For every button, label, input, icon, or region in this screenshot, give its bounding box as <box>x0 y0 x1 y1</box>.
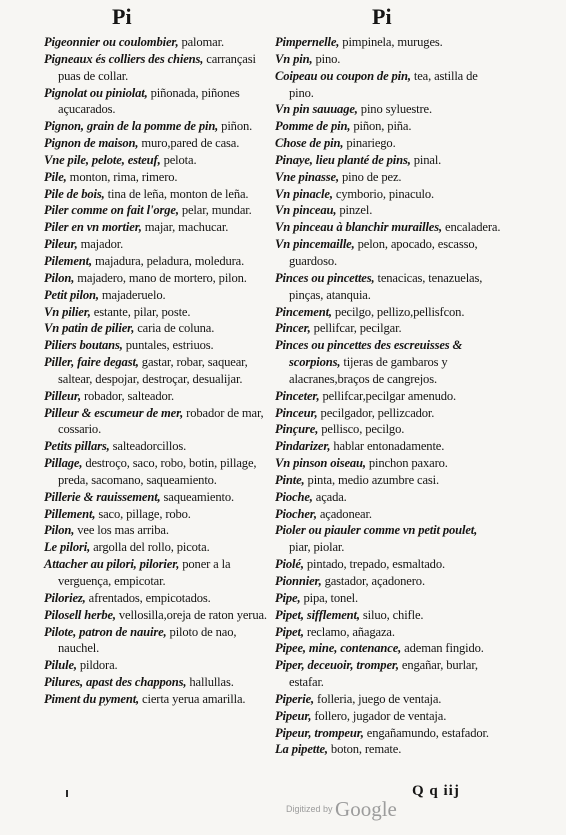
entry-headword: Pillement, <box>44 506 96 521</box>
dictionary-entry <box>275 607 501 624</box>
entry-headword: Pignon de maison, <box>44 136 139 151</box>
entry-headword: Vn pinson oiseau, <box>275 456 366 471</box>
dictionary-entry <box>44 354 270 388</box>
entry-definition: piar, piolar. <box>289 540 345 555</box>
entry-definition: pino. <box>312 51 341 66</box>
entry-headword: Pilleur, <box>44 388 81 403</box>
entry-headword: Pilon, <box>44 523 75 538</box>
entry-definition: pellifcar, pecilgar. <box>310 321 402 336</box>
entry-headword: Petits pillars, <box>44 439 110 454</box>
header-right: Pi <box>372 4 392 29</box>
entry-headword: Pipet, <box>275 624 304 639</box>
entry-definition: reclamo, añagaza. <box>303 624 395 639</box>
dictionary-entry <box>44 691 270 708</box>
dictionary-entry <box>44 539 270 556</box>
dictionary-entry <box>44 253 270 270</box>
dictionary-entry <box>275 101 501 118</box>
dictionary-entry <box>44 320 270 337</box>
dictionary-entry <box>275 725 501 742</box>
entry-headword: Piler comme on fait l'orge, <box>44 203 179 218</box>
entry-definition: ademan fingido. <box>401 641 484 656</box>
entry-headword: Pipee, mine, contenance, <box>275 641 402 656</box>
entry-definition: pinal. <box>410 152 442 167</box>
dictionary-entry <box>44 186 270 203</box>
entry-headword: Pinces ou pincettes, <box>275 270 375 285</box>
entry-headword: Attacher au pilori, pilorier, <box>44 557 180 572</box>
dictionary-entry <box>275 455 501 472</box>
dictionary-entry <box>275 202 501 219</box>
entry-definition: cymborio, pinaculo. <box>332 186 435 201</box>
entry-definition: encaladera. <box>442 220 501 235</box>
entry-headword: Pindarizer, <box>275 439 331 454</box>
entry-definition: vee los mas arriba. <box>74 523 169 538</box>
dictionary-entry <box>275 68 501 102</box>
entry-definition: pino de pez. <box>338 169 402 184</box>
dictionary-entry <box>275 169 501 186</box>
dictionary-entry <box>44 337 270 354</box>
dictionary-entry <box>275 657 501 691</box>
dictionary-entry <box>44 522 270 539</box>
entry-definition: folleria, juego de ventaja. <box>314 691 442 706</box>
entry-headword: Vne pinasse, <box>275 169 339 184</box>
entry-definition: pipa, tonel. <box>300 590 358 605</box>
dictionary-entry <box>275 624 501 641</box>
entry-definition: piñon. <box>218 119 253 134</box>
entry-headword: Pignon, grain de la pomme de pin, <box>44 119 219 134</box>
entry-headword: Pilleur & escumeur de mer, <box>44 405 184 420</box>
entry-headword: Pillerie & rauissement, <box>44 489 161 504</box>
entry-definition: hablar entonadamente. <box>330 439 445 454</box>
entry-definition: pellifcar,pecilgar amenudo. <box>319 388 457 403</box>
entry-definition: saqueamiento. <box>160 489 234 504</box>
entry-definition: monton, rima, rimero. <box>66 169 178 184</box>
entry-headword: Pincer, <box>275 321 311 336</box>
dictionary-entry <box>275 640 501 657</box>
dictionary-entry <box>275 152 501 169</box>
dictionary-entry <box>275 118 501 135</box>
entry-headword: Chose de pin, <box>275 136 344 151</box>
entry-definition: carrançasi puas de collar. <box>58 51 256 83</box>
running-header <box>0 4 566 30</box>
dictionary-entry <box>275 573 501 590</box>
dictionary-entry <box>44 202 270 219</box>
entry-headword: Pinces ou pincettes des escreuisses & scorpions, <box>275 338 463 370</box>
entry-definition: saco, pillage, robo. <box>95 506 191 521</box>
entry-headword: Pipeur, <box>275 708 312 723</box>
entry-definition: robador, salteador. <box>80 388 174 403</box>
dictionary-entry <box>275 741 501 758</box>
entry-headword: Pinceur, <box>275 405 318 420</box>
dictionary-entry <box>44 405 270 439</box>
entry-definition: caria de coluna. <box>134 321 215 336</box>
header-left: Pi <box>112 4 132 29</box>
entry-headword: Pimpernelle, <box>275 35 340 49</box>
dictionary-entry <box>275 522 501 556</box>
entry-definition: pecilgador, pellizcador. <box>317 405 435 420</box>
entry-headword: La pipette, <box>275 742 328 757</box>
dictionary-entry <box>275 135 501 152</box>
entry-headword: Vne pile, pelote, esteuf, <box>44 152 161 167</box>
entry-definition: pellisco, pecilgo. <box>318 422 405 437</box>
entry-definition: majador. <box>77 237 124 252</box>
entry-headword: Vn pinceau à blanchir murailles, <box>275 220 442 235</box>
dictionary-entry <box>44 152 270 169</box>
dictionary-entry <box>275 506 501 523</box>
dictionary-entry <box>275 708 501 725</box>
dictionary-entry <box>275 388 501 405</box>
dictionary-entry <box>44 674 270 691</box>
entry-definition: tijeras de gambaros y alacranes,braços de cangrejos. <box>289 355 448 386</box>
entry-headword: Pigeonnier ou coulombier, <box>44 35 179 49</box>
entry-definition: salteadorcillos. <box>109 439 187 454</box>
entry-headword: Petit pilon, <box>44 287 99 302</box>
entry-headword: Piperie, <box>275 691 315 706</box>
entry-definition: engañamundo, estafador. <box>363 725 489 740</box>
entry-definition: robador de mar, cossario. <box>58 405 264 437</box>
dictionary-entry <box>44 34 270 51</box>
entry-headword: Coipeau ou coupon de pin, <box>275 68 411 83</box>
entry-headword: Piocher, <box>275 506 317 521</box>
entry-definition: pelon, apocado, escasso, guardoso. <box>289 237 478 268</box>
entry-headword: Piper, deceuoir, tromper, <box>275 658 399 673</box>
entry-headword: Pincement, <box>275 304 332 319</box>
entry-definition: majadura, peladura, moledura. <box>91 253 245 268</box>
entry-headword: Pilures, apast des chappons, <box>44 675 187 690</box>
entry-definition: siluo, chifle. <box>359 607 424 622</box>
entry-headword: Pinçure, <box>275 422 319 437</box>
entry-headword: Pomme de pin, <box>275 119 351 134</box>
entry-definition: vellosilla,oreja de raton yerua. <box>115 607 267 622</box>
entry-definition: pelota. <box>160 152 197 167</box>
entry-definition: pino syluestre. <box>357 102 432 117</box>
entry-headword: Vn patin de pilier, <box>44 321 135 336</box>
dictionary-entry <box>275 304 501 321</box>
entry-definition: pelar, mundar. <box>178 203 252 218</box>
entry-definition: hallullas. <box>186 675 234 690</box>
dictionary-entry <box>44 236 270 253</box>
entry-headword: Pioler ou piauler comme vn petit poulet, <box>275 523 478 538</box>
entry-definition: gastador, açadonero. <box>321 574 425 588</box>
entry-definition: pecilgo, pellizo,pellisfcon. <box>331 304 465 319</box>
dictionary-entry <box>44 118 270 135</box>
entry-definition: pimpinela, muruges. <box>339 35 443 49</box>
entry-definition: pinta, medio azumbre casi. <box>304 472 439 487</box>
entry-definition: engañar, burlar, estafar. <box>289 658 478 690</box>
dictionary-entry <box>275 51 501 68</box>
entry-definition: puntales, estriuos. <box>122 338 214 353</box>
entry-definition: boton, remate. <box>327 742 402 757</box>
entry-headword: Pileur, <box>44 237 78 252</box>
dictionary-entry <box>275 270 501 304</box>
dictionary-entry <box>44 135 270 152</box>
entry-headword: Pipe, <box>275 590 301 605</box>
entry-headword: Pilement, <box>44 253 92 268</box>
entry-headword: Le pilori, <box>44 540 91 555</box>
dictionary-entry <box>275 34 501 51</box>
dictionary-entry <box>44 657 270 674</box>
dictionary-entry <box>275 186 501 203</box>
entry-headword: Pilon, <box>44 270 75 285</box>
dictionary-entry <box>44 438 270 455</box>
digitized-watermark <box>286 797 397 822</box>
entry-definition: palomar. <box>178 35 224 49</box>
entry-headword: Vn pinacle, <box>275 186 333 201</box>
dictionary-entry <box>44 607 270 624</box>
entry-headword: Piller, faire degast, <box>44 355 139 370</box>
entry-headword: Vn pincemaille, <box>275 237 355 252</box>
entry-headword: Piment du pyment, <box>44 691 140 706</box>
dictionary-entry <box>44 455 270 489</box>
entry-definition: estante, pilar, poste. <box>90 304 191 319</box>
dictionary-entry <box>44 556 270 590</box>
entry-definition: majaderuelo. <box>98 287 166 302</box>
dictionary-entry <box>275 489 501 506</box>
entry-definition: pintado, trepado, esmaltado. <box>303 557 445 572</box>
dictionary-entry <box>275 556 501 573</box>
entry-headword: Piloriez, <box>44 590 86 605</box>
entry-headword: Vn pin, <box>275 51 313 66</box>
entry-headword: Pioche, <box>275 489 313 504</box>
entry-definition: pinzel. <box>336 203 373 218</box>
entry-headword: Pinaye, lieu planté de pins, <box>275 152 411 167</box>
entry-headword: Vn pilier, <box>44 304 91 319</box>
dictionary-entry <box>275 590 501 607</box>
dictionary-entry <box>44 388 270 405</box>
watermark-small-text: Digitized by <box>286 804 336 814</box>
dictionary-entry <box>44 287 270 304</box>
entry-definition: cierta yerua amarilla. <box>139 691 246 706</box>
entry-definition: pinariego. <box>343 136 396 151</box>
entry-headword: Pilule, <box>44 658 77 673</box>
entry-definition: piñonada, piñones açucarados. <box>58 85 240 117</box>
entry-headword: Piolé, <box>275 557 304 572</box>
left-column <box>44 34 270 708</box>
entry-headword: Pigneaux és colliers des chiens, <box>44 51 204 66</box>
dictionary-entry <box>44 219 270 236</box>
entry-definition: afrentados, empicotados. <box>85 590 211 605</box>
dictionary-entry <box>275 219 501 236</box>
entry-definition: piloto de nao, nauchel. <box>58 624 237 656</box>
entry-definition: follero, jugador de ventaja. <box>311 708 447 723</box>
entry-headword: Pipet, sifflement, <box>275 607 360 622</box>
entry-definition: gastar, robar, saquear, saltear, despojar, destroçar, desualijar. <box>58 355 248 386</box>
dictionary-entry <box>44 590 270 607</box>
dictionary-entry <box>44 304 270 321</box>
dictionary-entry <box>44 489 270 506</box>
entry-definition: majadero, mano de mortero, pilon. <box>74 270 247 285</box>
margin-mark <box>66 790 68 797</box>
entry-headword: Vn pin sauuage, <box>275 102 358 117</box>
entry-definition: poner a la verguença, empicotar. <box>58 557 231 588</box>
dictionary-entry <box>44 624 270 658</box>
dictionary-entry <box>44 270 270 287</box>
signature-mark: Q q iij <box>412 783 460 799</box>
dictionary-entry <box>44 51 270 85</box>
entry-headword: Pipeur, trompeur, <box>275 725 364 740</box>
dictionary-entry <box>44 506 270 523</box>
entry-definition: açadonear. <box>316 506 372 521</box>
dictionary-entry <box>275 320 501 337</box>
entry-definition: destroço, saco, robo, botin, pillage, preda, sacomano, saqueamiento. <box>58 456 257 487</box>
dictionary-entry <box>275 691 501 708</box>
entry-headword: Pilosell herbe, <box>44 607 116 622</box>
entry-definition: açada. <box>312 489 347 504</box>
entry-headword: Pilote, patron de nauire, <box>44 624 167 639</box>
entry-definition: pildora. <box>76 658 118 673</box>
entry-headword: Pignolat ou piniolat, <box>44 85 148 100</box>
entry-definition: tina de leña, monton de leña. <box>104 186 249 201</box>
entry-headword: Vn pinceau, <box>275 203 337 218</box>
right-column <box>275 34 501 758</box>
dictionary-entry <box>275 421 501 438</box>
entry-definition: argolla del rollo, picota. <box>90 540 210 555</box>
entry-headword: Piler en vn mortier, <box>44 220 142 235</box>
entry-headword: Piliers boutans, <box>44 338 123 353</box>
dictionary-entry <box>275 438 501 455</box>
entry-headword: Pile, <box>44 169 67 184</box>
dictionary-entry <box>275 405 501 422</box>
entry-definition: tea, astilla de pino. <box>289 68 478 100</box>
dictionary-entry <box>44 85 270 119</box>
entry-definition: muro,pared de casa. <box>138 136 240 151</box>
entry-definition: piñon, piña. <box>350 119 412 134</box>
entry-definition: pinchon paxaro. <box>365 456 448 471</box>
entry-headword: Pionnier, <box>275 574 322 588</box>
dictionary-entry <box>275 472 501 489</box>
watermark-logo-text: Google <box>335 797 397 821</box>
entry-headword: Pile de bois, <box>44 186 105 201</box>
entry-headword: Pinceter, <box>275 388 320 403</box>
entry-definition: tenacicas, tenazuelas, pinças, atanquia. <box>289 270 483 302</box>
dictionary-entry <box>275 337 501 388</box>
dictionary-entry <box>275 236 501 270</box>
entry-headword: Pillage, <box>44 456 83 471</box>
entry-definition: majar, machucar. <box>141 220 229 235</box>
dictionary-entry <box>44 169 270 186</box>
entry-headword: Pinte, <box>275 472 305 487</box>
